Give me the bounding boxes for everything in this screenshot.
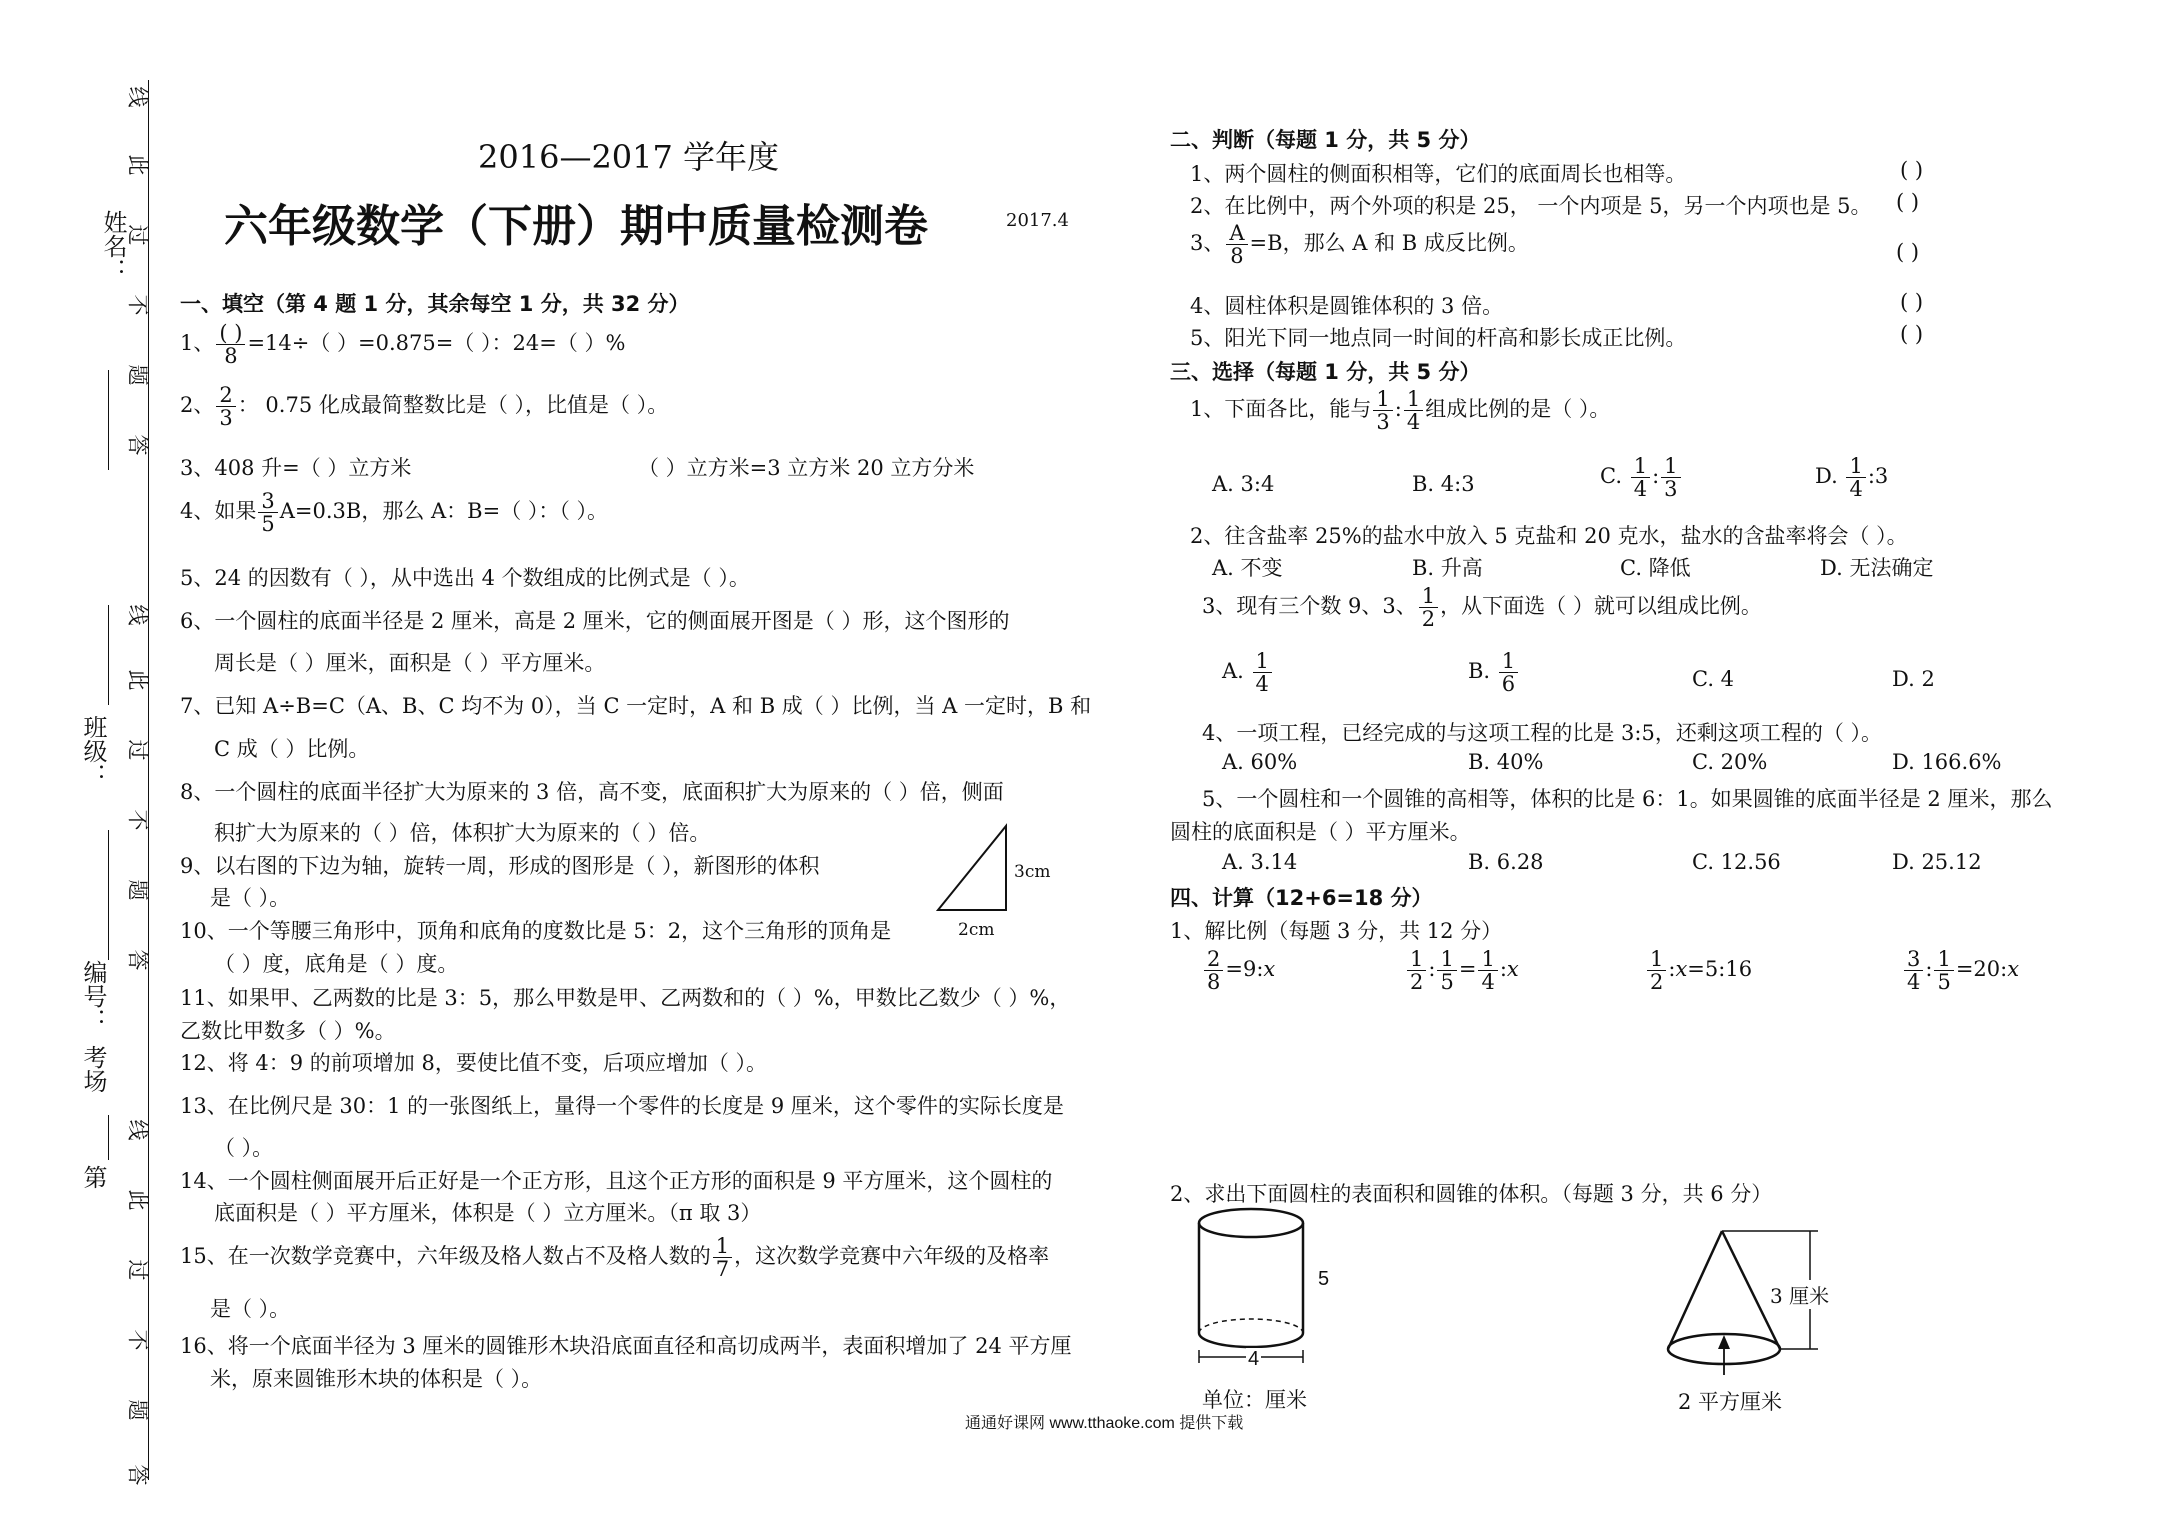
binding-cut-char: 过 — [125, 224, 150, 246]
binding-class-field[interactable] — [76, 715, 111, 787]
s1-q8b: 积扩大为原来的（ ）倍，体积扩大为原来的（ ）倍。 — [214, 821, 711, 845]
s3-q3: 3、现有三个数 9、3、 $\frac{1}{2}$ ，从下面选（ ）就可以组成比例。 — [1202, 584, 1762, 632]
s1-q11a: 11、如果甲、乙两数的比是 3：5，那么甲数是甲、乙两数和的（ ）%，甲数比乙数少（ ）%， — [180, 986, 1071, 1010]
s1-q14b: 底面积是（ ）平方厘米，体积是（ ）立方厘米。（π 取 3） — [214, 1201, 762, 1225]
s1-q6a: 6、一个圆柱的底面半径是 2 厘米，高是 2 厘米，它的侧面展开图是（ ）形，这个图形的 — [180, 609, 1010, 633]
cylinder-figure — [1196, 1205, 1336, 1365]
binding-cut-char: 此 — [125, 669, 150, 691]
s2-q4: 4、圆柱体积是圆锥体积的 3 倍。 — [1190, 294, 1504, 318]
section1-title: 一、填空（第 4 题 1 分，其余每空 1 分，共 32 分） — [180, 292, 690, 316]
s3-q3-optD[interactable]: D. 2 — [1892, 667, 1935, 691]
exam-date: 2017.4 — [1006, 210, 1069, 231]
s1-q16b: 米，原来圆锥形木块的体积是（ ）。 — [210, 1367, 543, 1391]
q4-option[interactable]: A. 60% — [1222, 750, 1298, 774]
s1-q7b: C 成（ ）比例。 — [214, 737, 370, 761]
q2-option[interactable]: B. 升高 — [1412, 556, 1483, 580]
q4-option[interactable]: C. 20% — [1692, 750, 1768, 774]
s2-q3-answer[interactable]: ( ) — [1896, 240, 1920, 264]
binding-cut-char: 答 — [125, 434, 150, 456]
binding-cut-char: 线 — [125, 604, 150, 626]
s1-q6b: 周长是（ ）厘米，面积是（ ）平方厘米。 — [214, 651, 606, 675]
s3-q4: 4、一项工程，已经完成的与这项工程的比是 3:5，还剩这项工程的（ ）。 — [1202, 721, 1883, 745]
s4-eq1: $\frac{2}{8}$ =9:x — [1202, 948, 1275, 993]
section3-title: 三、选择（每题 1 分，共 5 分） — [1170, 360, 1481, 384]
s1-q1: 1、 $\frac{( )}{8}$ =14÷（ ）=0.875=（ ）：24=（ ）% — [180, 321, 626, 369]
s1-q16a: 16、将一个底面半径为 3 厘米的圆锥形木块沿底面直径和高切成两半，表面积增加了 24 平方厘 — [180, 1334, 1072, 1358]
s1-q3b: （ ）立方米=3 立方米 20 立方分米 — [638, 456, 975, 480]
s3-q3-optC[interactable]: C. 4 — [1692, 667, 1735, 691]
s1-q10b: （ ）度，底角是（ ）度。 — [214, 952, 459, 976]
s4-eq4: $\frac{3}{4}$ : $\frac{1}{5}$ =20:x — [1902, 948, 2019, 993]
q4-option[interactable]: D. 166.6% — [1892, 750, 2002, 774]
class-underline — [108, 605, 109, 705]
binding-cut-char: 此 — [125, 154, 150, 176]
q5-option[interactable]: A. 3.14 — [1222, 850, 1298, 874]
s3-q1-optA[interactable]: A. 3:4 — [1212, 472, 1275, 496]
name-label: 姓名： — [99, 210, 127, 282]
s1-q4: 4、如果 $\frac{3}{5}$ A=0.3B，那么 A：B=（ ）：（ ）。 — [180, 489, 609, 537]
binding-name-field[interactable] — [96, 210, 131, 282]
binding-cut-char: 不 — [125, 809, 150, 831]
s3-q1: 1、下面各比，能与 $\frac{1}{3}$ : $\frac{1}{4}$ 组成比例的是（ ）。 — [1190, 387, 1611, 435]
s1-q13a: 13、在比例尺是 30：1 的一张图纸上，量得一个零件的长度是 9 厘米，这个零件的实际长度是 — [180, 1094, 1064, 1118]
s2-q1: 1、两个圆柱的侧面积相等，它们的底面周长也相等。 — [1190, 162, 1687, 186]
binding-cut-char: 过 — [125, 1259, 150, 1281]
binding-cut-char: 线 — [125, 86, 150, 108]
number-label: 编号： — [79, 960, 107, 1032]
q5-option[interactable]: D. 25.12 — [1892, 850, 1982, 874]
binding-room-prefix: 第 — [79, 1165, 107, 1189]
name-underline — [108, 370, 109, 470]
s2-q5: 5、阳光下同一地点同一时间的杆高和影长成正比例。 — [1190, 326, 1687, 350]
s1-q9a: 9、以右图的下边为轴，旋转一周，形成的图形是（ ），新图形的体积 — [180, 854, 820, 878]
binding-cut-char: 不 — [125, 1329, 150, 1351]
s1-q5: 5、24 的因数有（ ），从中选出 4 个数组成的比例式是（ ）。 — [180, 566, 750, 590]
s1-q12: 12、将 4：9 的前项增加 8，要使比值不变，后项应增加（ ）。 — [180, 1051, 768, 1075]
s3-q3-optA[interactable]: A. $\frac{1}{4}$ — [1222, 650, 1274, 695]
binding-number-field[interactable] — [76, 960, 111, 1032]
s4-sub2: 2、求出下面圆柱的表面积和圆锥的体积。（每题 3 分，共 6 分） — [1170, 1182, 1773, 1206]
s3-q1-optD[interactable]: D. $\frac{1}{4}$ :3 — [1815, 454, 1889, 502]
s2-q3: 3、 $\frac{A}{8}$ =B，那么 A 和 B 成反比例。 — [1190, 221, 1529, 269]
binding-cut-char: 题 — [125, 364, 150, 386]
s1-q3a: 3、408 升=（ ）立方米 — [180, 456, 412, 480]
s1-q11b: 乙数比甲数多（ ）%。 — [180, 1019, 396, 1043]
s3-q3-optB[interactable]: B. $\frac{1}{6}$ — [1468, 650, 1520, 695]
s1-q13b: （ ）。 — [214, 1136, 274, 1160]
s1-q14a: 14、一个圆柱侧面展开后正好是一个正方形，且这个正方形的面积是 9 平方厘米，这个圆柱的 — [180, 1169, 1053, 1193]
s1-q15b: 是（ ）。 — [210, 1297, 291, 1321]
s3-q2: 2、往含盐率 25%的盐水中放入 5 克盐和 20 克水，盐水的含盐率将会（ ）。 — [1190, 524, 1908, 548]
room-underline — [108, 1115, 109, 1160]
s1-q8a: 8、一个圆柱的底面半径扩大为原来的 3 倍，高不变，底面积扩大为原来的（ ）倍，侧面 — [180, 780, 1004, 804]
s3-q5b: 圆柱的底面积是（ ）平方厘米。 — [1170, 820, 1471, 844]
s1-q7a: 7、已知 A÷B=C（A、B、C 均不为 0），当 C 一定时，A 和 B 成（ ）比例，当 A 一定时，B 和 — [180, 694, 1092, 718]
s4-eq3: $\frac{1}{2}$ :x=5:16 — [1645, 948, 1752, 993]
binding-cut-char: 答 — [125, 949, 150, 971]
s2-q4-answer[interactable]: ( ) — [1900, 290, 1924, 314]
s2-q1-answer[interactable]: ( ) — [1900, 158, 1924, 182]
triangle-height-label: 3cm — [1014, 862, 1051, 882]
q4-option[interactable]: B. 40% — [1468, 750, 1544, 774]
s1-q15a: 15、在一次数学竞赛中，六年级及格人数占不及格人数的 $\frac{1}{7}$ ，这次数学竞赛中六年级的及格率 — [180, 1234, 1050, 1282]
s2-q2-answer[interactable]: ( ) — [1896, 190, 1920, 214]
section4-title: 四、计算（12+6=18 分） — [1170, 886, 1433, 910]
binding-cut-char: 题 — [125, 1399, 150, 1421]
binding-cut-char: 不 — [125, 294, 150, 316]
binding-cut-char: 过 — [125, 739, 150, 761]
cylinder-height-label: 5 — [1318, 1268, 1330, 1290]
cylinder-diameter-label: 4 — [1248, 1348, 1260, 1370]
s2-q5-answer[interactable]: ( ) — [1900, 322, 1924, 346]
exam-year: 2016—2017 学年度 — [478, 138, 780, 176]
s1-q9b: 是（ ）。 — [210, 886, 291, 910]
cone-base-label: 2 平方厘米 — [1678, 1390, 1783, 1414]
q2-option[interactable]: A. 不变 — [1212, 556, 1283, 580]
s1-q10a: 10、一个等腰三角形中，顶角和底角的度数比是 5：2，这个三角形的顶角是 — [180, 919, 892, 943]
binding-cut-char: 答 — [125, 1464, 150, 1486]
cylinder-unit-label: 单位：厘米 — [1202, 1389, 1307, 1412]
s3-q1-optB[interactable]: B. 4:3 — [1412, 472, 1475, 496]
q5-option[interactable]: C. 12.56 — [1692, 850, 1781, 874]
exam-title: 六年级数学（下册）期中质量检测卷 — [224, 201, 928, 252]
s2-q2: 2、在比例中，两个外项的积是 25， 一个内项是 5，另一个内项也是 5。 — [1190, 194, 1872, 218]
class-label: 班级： — [79, 715, 107, 787]
section2-title: 二、判断（每题 1 分，共 5 分） — [1170, 128, 1481, 152]
binding-cut-char: 线 — [125, 1119, 150, 1141]
q2-option[interactable]: D. 无法确定 — [1820, 556, 1934, 580]
cone-height-label: 3 厘米 — [1770, 1280, 1829, 1309]
binding-cut-char: 此 — [125, 1189, 150, 1211]
footer-credit: 通通好课网 www.tthaoke.com 提供下载 — [965, 1415, 1244, 1432]
s4-eq2: $\frac{1}{2}$ : $\frac{1}{5}$ = $\frac{1}{4}$ :x — [1405, 948, 1519, 993]
triangle-width-label: 2cm — [958, 920, 995, 940]
number-underline — [108, 830, 109, 960]
room-label: 考场 — [79, 1045, 107, 1093]
q5-option[interactable]: B. 6.28 — [1468, 850, 1544, 874]
s3-q5a: 5、一个圆柱和一个圆锥的高相等，体积的比是 6：1。如果圆锥的底面半径是 2 厘米，那么 — [1202, 787, 2053, 811]
binding-cut-char: 题 — [125, 879, 150, 901]
binding-room-field[interactable] — [76, 1045, 111, 1093]
s1-q2: 2、 $\frac{2}{3}$ ： 0.75 化成最简整数比是（ ），比值是（ ）。 — [180, 383, 669, 431]
q2-option[interactable]: C. 降低 — [1620, 556, 1691, 580]
s3-q1-optC[interactable]: C. $\frac{1}{4}$ : $\frac{1}{3}$ — [1600, 455, 1683, 500]
s4-sub1: 1、解比例（每题 3 分，共 12 分） — [1170, 919, 1503, 943]
